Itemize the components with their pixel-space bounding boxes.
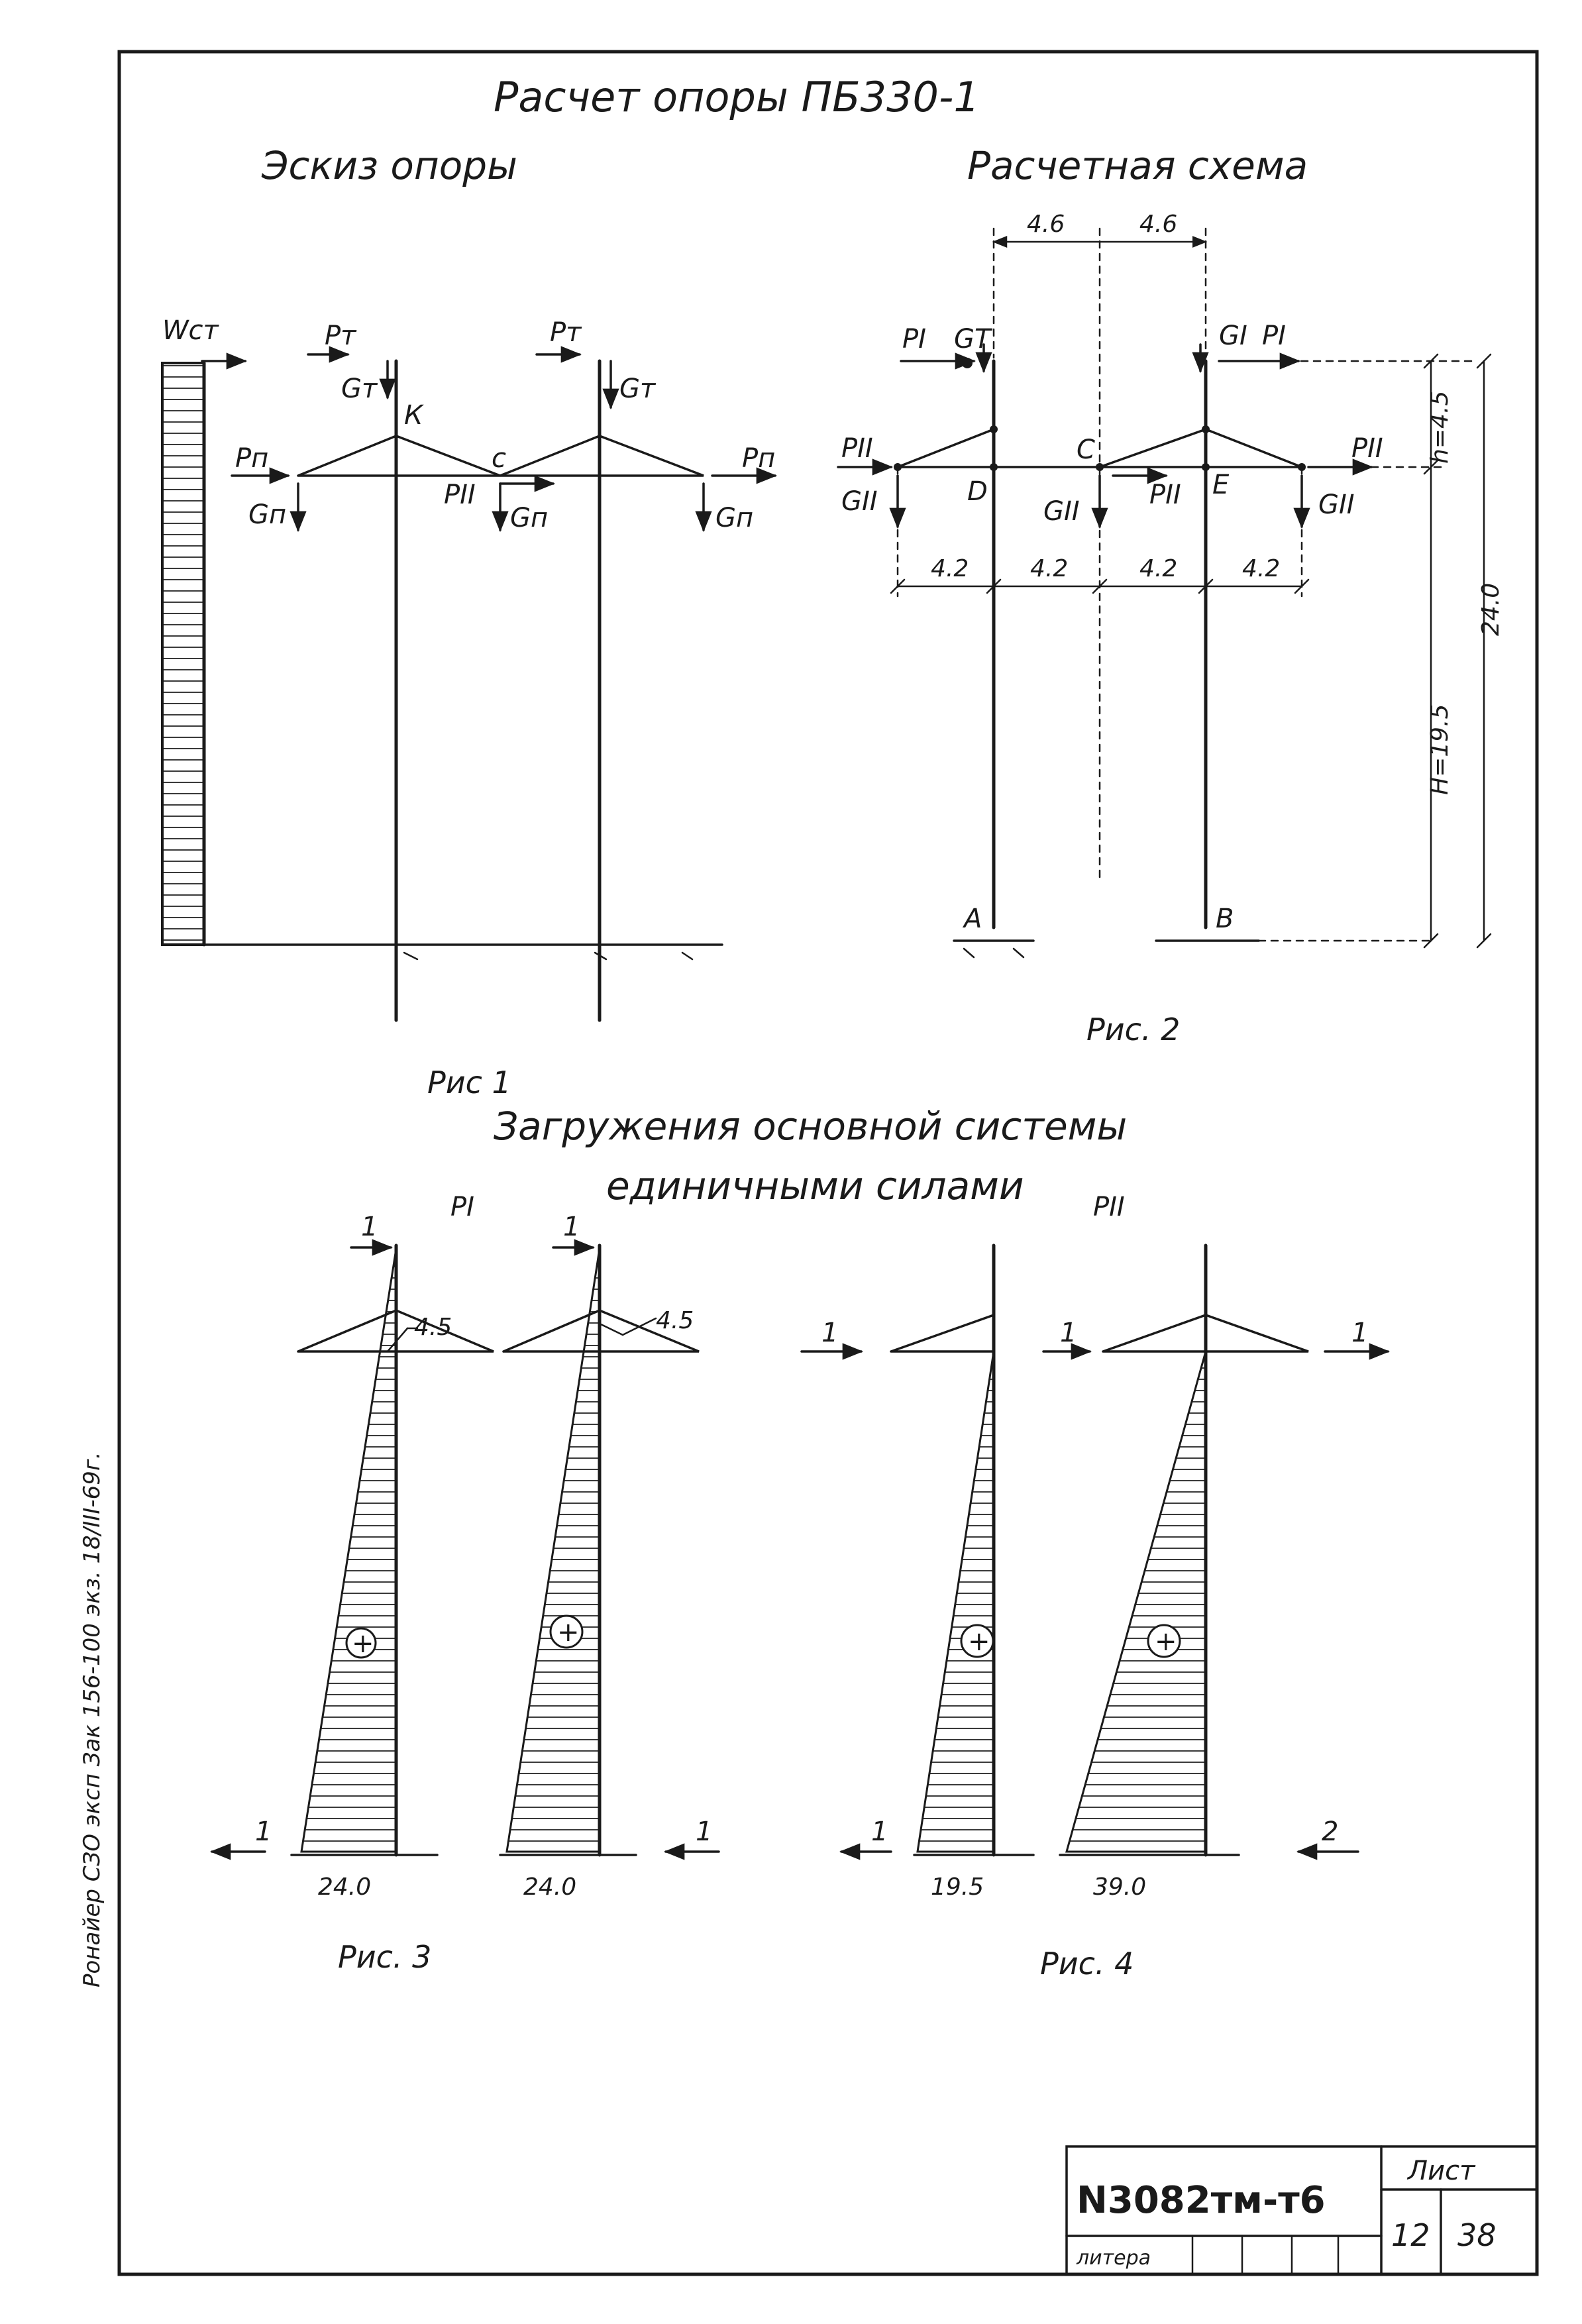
sheet-title: Расчет опоры ПБ330-1 xyxy=(494,73,980,121)
fig1-caption: Рис 1 xyxy=(427,1065,511,1100)
p-i-left-label: РI xyxy=(902,324,926,354)
node-a-label: А xyxy=(964,904,982,934)
node-e-label: E xyxy=(1212,470,1230,500)
g-t-left-label-2: GT xyxy=(954,324,991,354)
fig4-caption: Рис. 4 xyxy=(1040,1946,1134,1981)
g-ii-left-label: GII xyxy=(841,486,878,517)
stamp-sheet-label: Лист xyxy=(1408,2156,1475,2186)
dim-h-small: h=4.5 xyxy=(1426,390,1453,464)
p-i-right-label: РI xyxy=(1262,321,1286,351)
fig4-value-left: 19.5 xyxy=(931,1874,984,1901)
fig3-caption: Рис. 3 xyxy=(338,1939,432,1975)
title-block-stamp xyxy=(1067,2146,1537,2274)
node-b-label: В xyxy=(1216,904,1234,934)
node-c-label: с xyxy=(492,443,506,474)
g-t-left-label: Gт xyxy=(341,374,378,404)
p-ii-mid-label: РII xyxy=(1149,480,1181,510)
g-p-left-label: Gп xyxy=(248,500,287,530)
section-heading-line2: единичными силами xyxy=(606,1163,1024,1208)
dim-h-big: H=19.5 xyxy=(1426,704,1453,795)
fig3-value-right: 24.0 xyxy=(523,1874,577,1901)
figure-1-sketch xyxy=(162,315,775,1100)
fig4-value-right: 39.0 xyxy=(1093,1874,1147,1901)
stamp-liter-label: литера xyxy=(1077,2246,1151,2270)
g-ii-right-label: GII xyxy=(1318,490,1355,520)
node-d-label: D xyxy=(967,476,988,507)
fig4-unit-c: 1 xyxy=(1351,1318,1369,1348)
g-ii-mid-label: GII xyxy=(1043,496,1080,527)
p-ii-right-label: РII xyxy=(1351,433,1383,464)
dim-arm-1: 4.2 xyxy=(931,555,969,582)
dim-top-left: 4.6 xyxy=(1027,211,1065,238)
section-heading-line1: Загружения основной системы xyxy=(494,1104,1128,1149)
fig4-base-left: 1 xyxy=(871,1817,888,1847)
wind-load-area xyxy=(162,363,204,945)
dim-total: 24.0 xyxy=(1477,582,1504,636)
dim-arm-2: 4.2 xyxy=(1030,555,1069,582)
fig3-sign-right: + xyxy=(557,1617,580,1648)
fig4-base-right: 2 xyxy=(1322,1817,1339,1847)
moment-diagram-right xyxy=(507,1249,600,1852)
fig3-unit-right: 1 xyxy=(563,1212,580,1242)
moment-diagram-left xyxy=(301,1249,396,1852)
p-ii-label: РII xyxy=(444,480,476,510)
sketch-heading: Эскиз опоры xyxy=(262,143,517,188)
g-p-mid-label: Gп xyxy=(510,503,549,533)
stamp-sheet-number: 12 xyxy=(1391,2217,1430,2253)
node-k-label: К xyxy=(404,400,423,431)
fig4-sign-left: + xyxy=(968,1626,990,1657)
stamp-sheet-total: 38 xyxy=(1457,2217,1497,2253)
figure-2-scheme xyxy=(838,211,1504,1047)
fig4-unit-b: 1 xyxy=(1060,1318,1077,1348)
p-p-right-label: Рп xyxy=(742,443,776,474)
stamp-code: N3082тм-т6 xyxy=(1077,2179,1326,2222)
figure-4-unit-load-p2 xyxy=(802,1192,1388,1981)
g-i-right-label: GI xyxy=(1219,321,1247,351)
moment-diagram-p2-right xyxy=(1067,1351,1206,1852)
fig3-base-left: 1 xyxy=(255,1817,272,1847)
p-t-left-label: Рт xyxy=(325,321,356,351)
fig3-load-label: РI xyxy=(450,1192,474,1222)
p-ii-left-label: РII xyxy=(841,433,873,464)
dim-arm-3: 4.2 xyxy=(1139,555,1178,582)
p-t-right-label: Рт xyxy=(550,317,582,348)
fig4-unit-a: 1 xyxy=(821,1318,839,1348)
g-p-right-label: Gп xyxy=(715,503,754,533)
fig3-dim-right: 4.5 xyxy=(656,1307,694,1334)
fig4-sign-right: + xyxy=(1155,1626,1177,1657)
scheme-heading: Расчетная схема xyxy=(967,143,1308,188)
figure-3-unit-load-p1 xyxy=(212,1192,719,1975)
fig2-caption: Рис. 2 xyxy=(1086,1012,1181,1047)
dim-arm-4: 4.2 xyxy=(1242,555,1281,582)
fig3-dim-left: 4.5 xyxy=(414,1314,452,1341)
wind-load-label: Wст xyxy=(162,315,219,346)
p-p-left-label: Рп xyxy=(235,443,269,474)
fig3-value-left: 24.0 xyxy=(318,1874,372,1901)
g-t-right-label: Gт xyxy=(619,374,656,404)
dim-top-right: 4.6 xyxy=(1139,211,1178,238)
moment-diagram-p2-left xyxy=(918,1351,994,1852)
fig3-unit-left: 1 xyxy=(361,1212,378,1242)
fig3-sign-left: + xyxy=(352,1628,374,1659)
node-c-label-2: С xyxy=(1077,435,1095,465)
fig3-base-right: 1 xyxy=(696,1817,713,1847)
side-note: Ронайер СЗО эксп Зак 156-100 экз. 18/III-69г. xyxy=(79,1452,105,1987)
fig4-load-label: РII xyxy=(1093,1192,1125,1222)
